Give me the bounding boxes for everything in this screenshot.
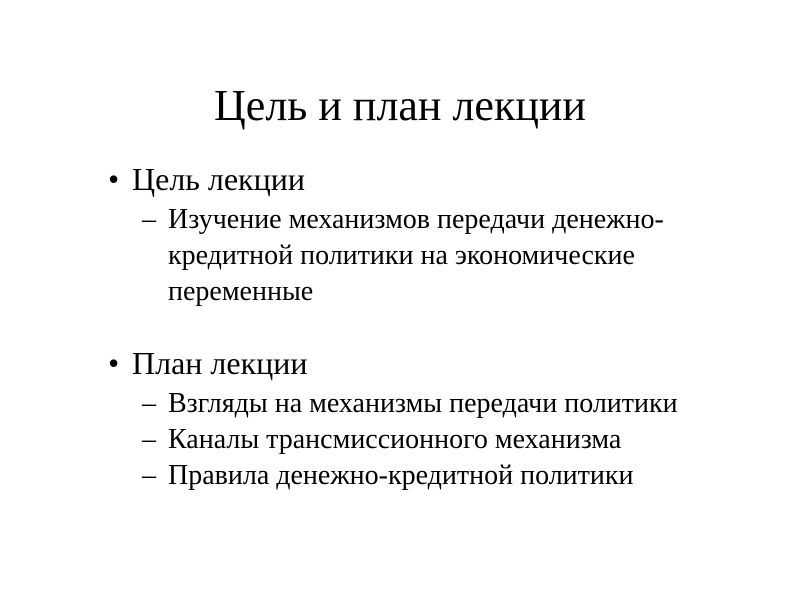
dash-icon: – xyxy=(142,460,156,491)
dash-icon: – xyxy=(142,424,156,455)
bullet-heading: Цель лекции xyxy=(132,161,305,197)
sub-item xyxy=(108,202,748,310)
bullet-icon: • xyxy=(108,345,120,381)
sub-item xyxy=(108,422,748,458)
sub-item-text: Изучение механизмов передачи денежно-кредитной политики на экономические переменные xyxy=(168,204,664,307)
sub-item xyxy=(108,386,748,422)
dash-icon: – xyxy=(142,388,156,419)
bullet-lecture-plan xyxy=(108,344,748,382)
sub-list-goal xyxy=(108,202,748,310)
bullet-icon: • xyxy=(108,161,120,197)
bullet-heading: План лекции xyxy=(132,345,308,381)
slide-content xyxy=(108,160,748,494)
sub-item-text: Каналы трансмиссионного механизма xyxy=(168,424,622,455)
sub-item-text: Правила денежно-кредитной политики xyxy=(168,460,634,491)
sub-list-plan xyxy=(108,386,748,494)
sub-item xyxy=(108,458,748,494)
slide-title: Цель и план лекции xyxy=(214,81,586,130)
dash-icon: – xyxy=(142,204,156,235)
section-spacer xyxy=(108,310,748,344)
sub-item-text: Взгляды на механизмы передачи политики xyxy=(168,388,678,419)
bullet-lecture-goal xyxy=(108,160,748,198)
